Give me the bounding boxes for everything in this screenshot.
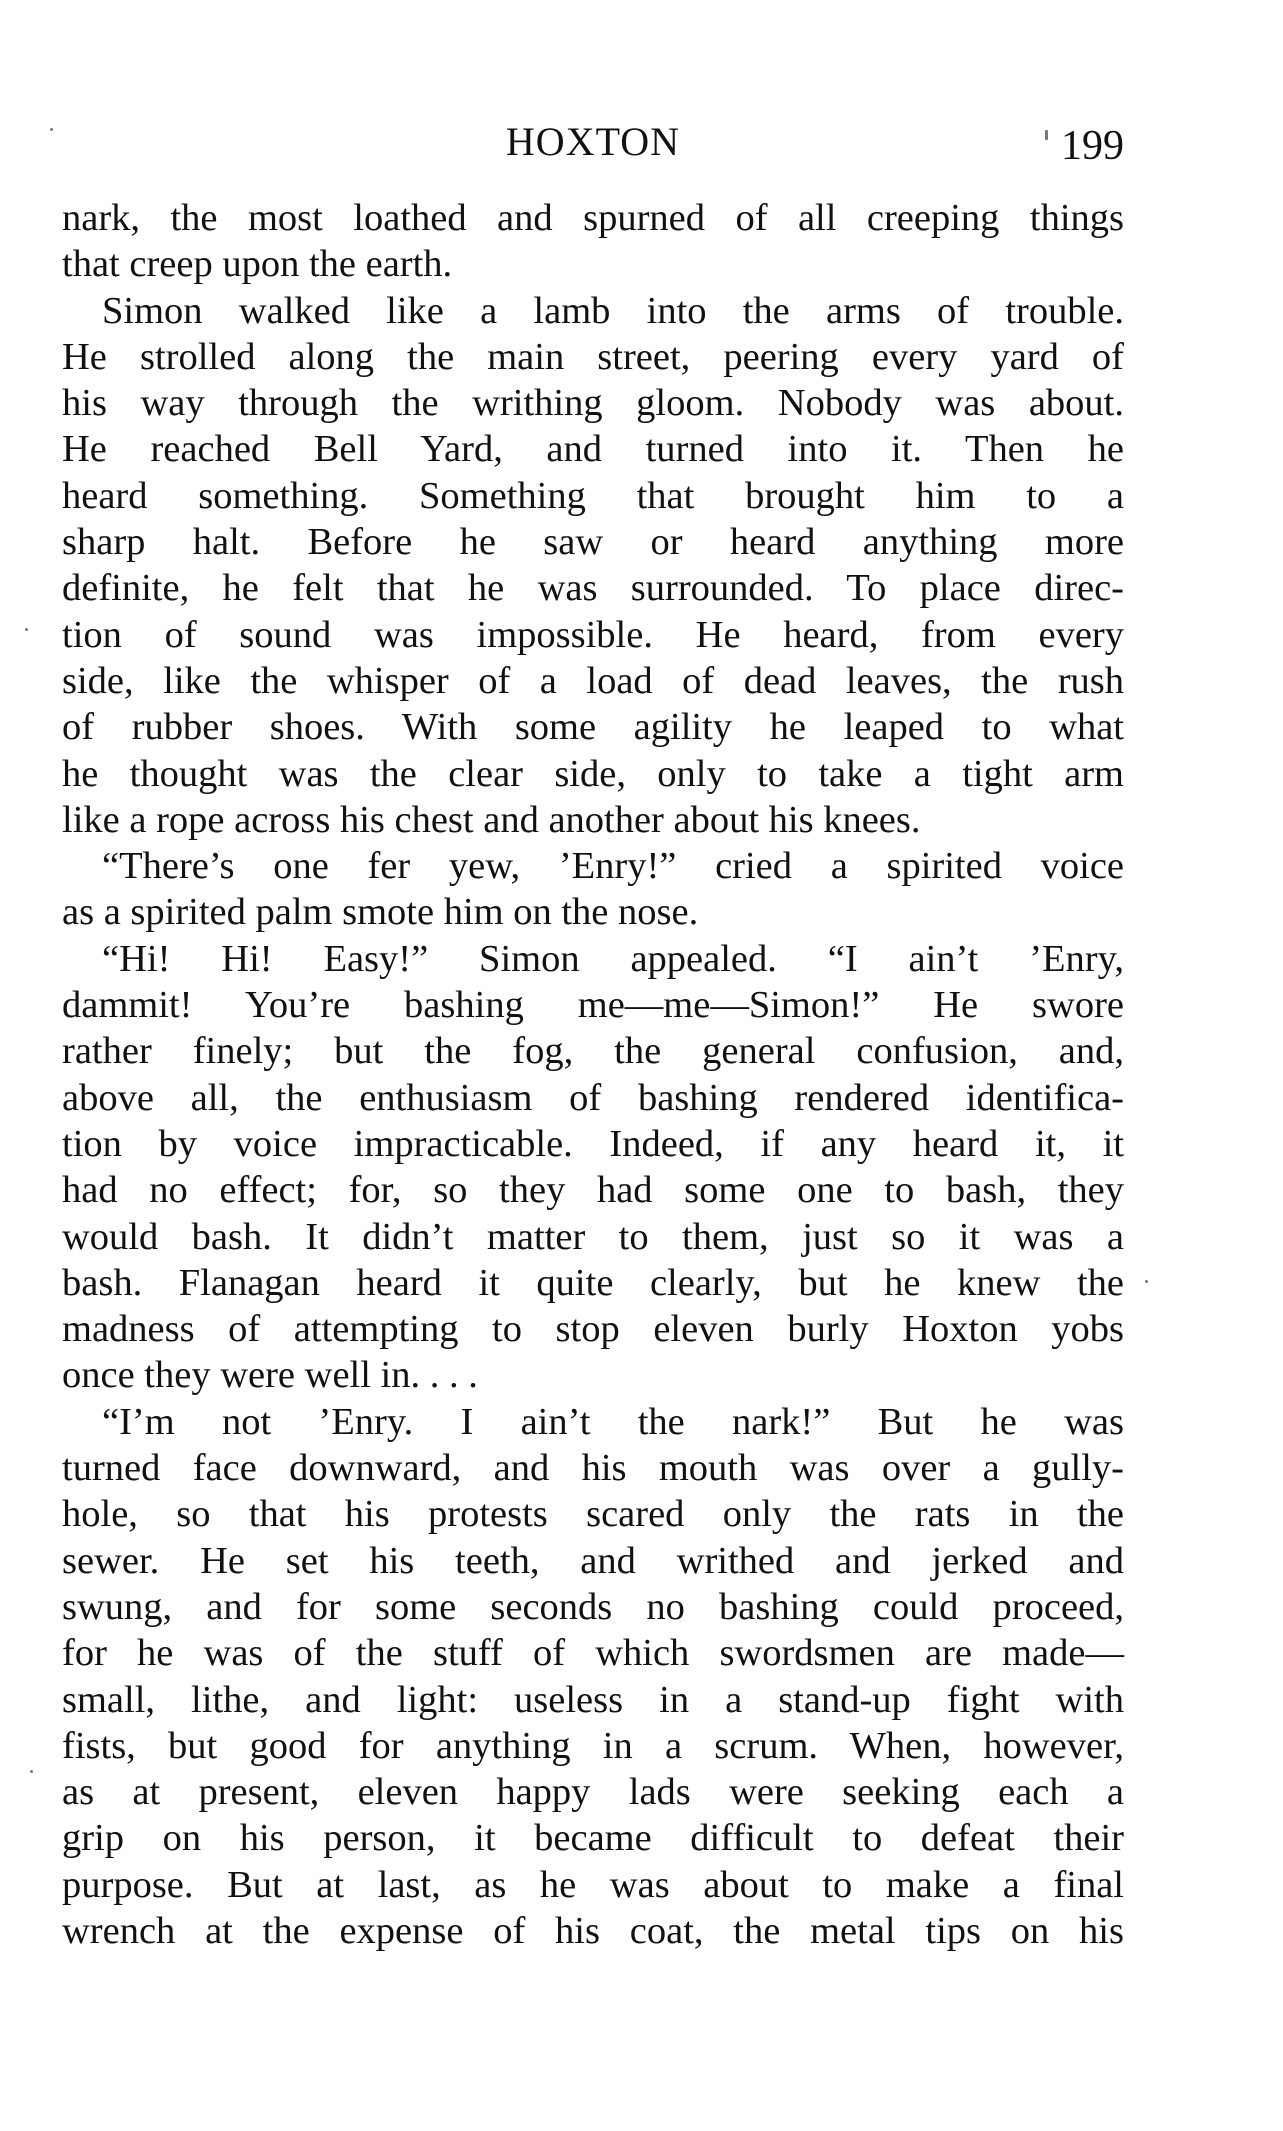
text-line: tion of sound was impossible. He heard, from every [62, 613, 1124, 656]
text-line: as at present, eleven happy lads were seeking each a [62, 1771, 1124, 1814]
text-line: for he was of the stuff of which swordsmen are made— [62, 1632, 1124, 1675]
text-line: wrench at the expense of his coat, the metal tips on his [62, 1909, 1124, 1952]
text-line: sewer. He set his teeth, and writhed and jerked and [62, 1539, 1124, 1582]
text-line: side, like the whisper of a load of dead leaves, the rush [62, 659, 1124, 702]
text-line: turned face downward, and his mouth was over a gully- [62, 1447, 1124, 1490]
text-line: definite, he felt that he was surrounded. To place direc- [62, 567, 1124, 610]
page-number: 199 [1061, 123, 1124, 169]
text-line: He reached Bell Yard, and turned into it. Then he [62, 428, 1124, 471]
scan-speck [1045, 130, 1048, 140]
text-line: dammit! You’re bashing me—me—Simon!” He swore [62, 984, 1124, 1027]
text-line: “Hi! Hi! Easy!” Simon appealed. “I ain’t ’Enry, [102, 937, 1124, 980]
text-line: small, lithe, and light: useless in a stand-up fight with [62, 1678, 1124, 1721]
text-line: “There’s one fer yew, ’Enry!” cried a spirited voice [102, 845, 1124, 888]
scan-speck [30, 1770, 33, 1773]
text-line: nark, the most loathed and spurned of all creeping things [62, 197, 1124, 239]
text-line: grip on his person, it became difficult to defeat their [62, 1817, 1124, 1860]
text-line: sharp halt. Before he saw or heard anything more [62, 521, 1124, 564]
running-head [62, 112, 1124, 172]
text-line: that creep upon the earth. [62, 243, 453, 286]
text-line: Simon walked like a lamb into the arms of trouble. [102, 289, 1124, 332]
text-line: hole, so that his protests scared only the rats in the [62, 1493, 1124, 1536]
scan-speck [1145, 1280, 1148, 1283]
text-line: above all, the enthusiasm of bashing rendered identifica- [62, 1076, 1124, 1119]
text-line: “I’m not ’Enry. I ain’t the nark!” But he was [102, 1400, 1124, 1443]
text-line: bash. Flanagan heard it quite clearly, but he knew the [62, 1261, 1124, 1304]
text-line: his way through the writhing gloom. Nobody was about. [62, 382, 1124, 425]
text-line: had no effect; for, so they had some one to bash, they [62, 1169, 1124, 1212]
text-line: heard something. Something that brought him to a [62, 474, 1124, 517]
text-line: tion by voice impracticable. Indeed, if any heard it, it [62, 1122, 1124, 1165]
text-line: once they were well in. . . . [62, 1354, 478, 1397]
scan-speck [50, 128, 53, 131]
body-text [62, 195, 1124, 1954]
text-line: fists, but good for anything in a scrum. When, however, [62, 1724, 1124, 1767]
text-line: swung, and for some seconds no bashing could proceed, [62, 1585, 1124, 1628]
text-line: purpose. But at last, as he was about to make a final [62, 1863, 1124, 1906]
text-line: as a spirited palm smote him on the nose. [62, 891, 699, 934]
text-line: rather finely; but the fog, the general confusion, and, [62, 1030, 1124, 1073]
text-line: of rubber shoes. With some agility he leaped to what [62, 706, 1124, 749]
text-line: would bash. It didn’t matter to them, just so it was a [62, 1215, 1124, 1258]
text-line: like a rope across his chest and another about his knees. [62, 798, 921, 841]
running-title: HOXTON [505, 119, 681, 164]
text-line: He strolled along the main street, peering every yard of [62, 335, 1124, 378]
scan-speck [25, 628, 28, 631]
text-line: madness of attempting to stop eleven burly Hoxton yobs [62, 1308, 1124, 1351]
text-line: he thought was the clear side, only to take a tight arm [62, 752, 1124, 795]
